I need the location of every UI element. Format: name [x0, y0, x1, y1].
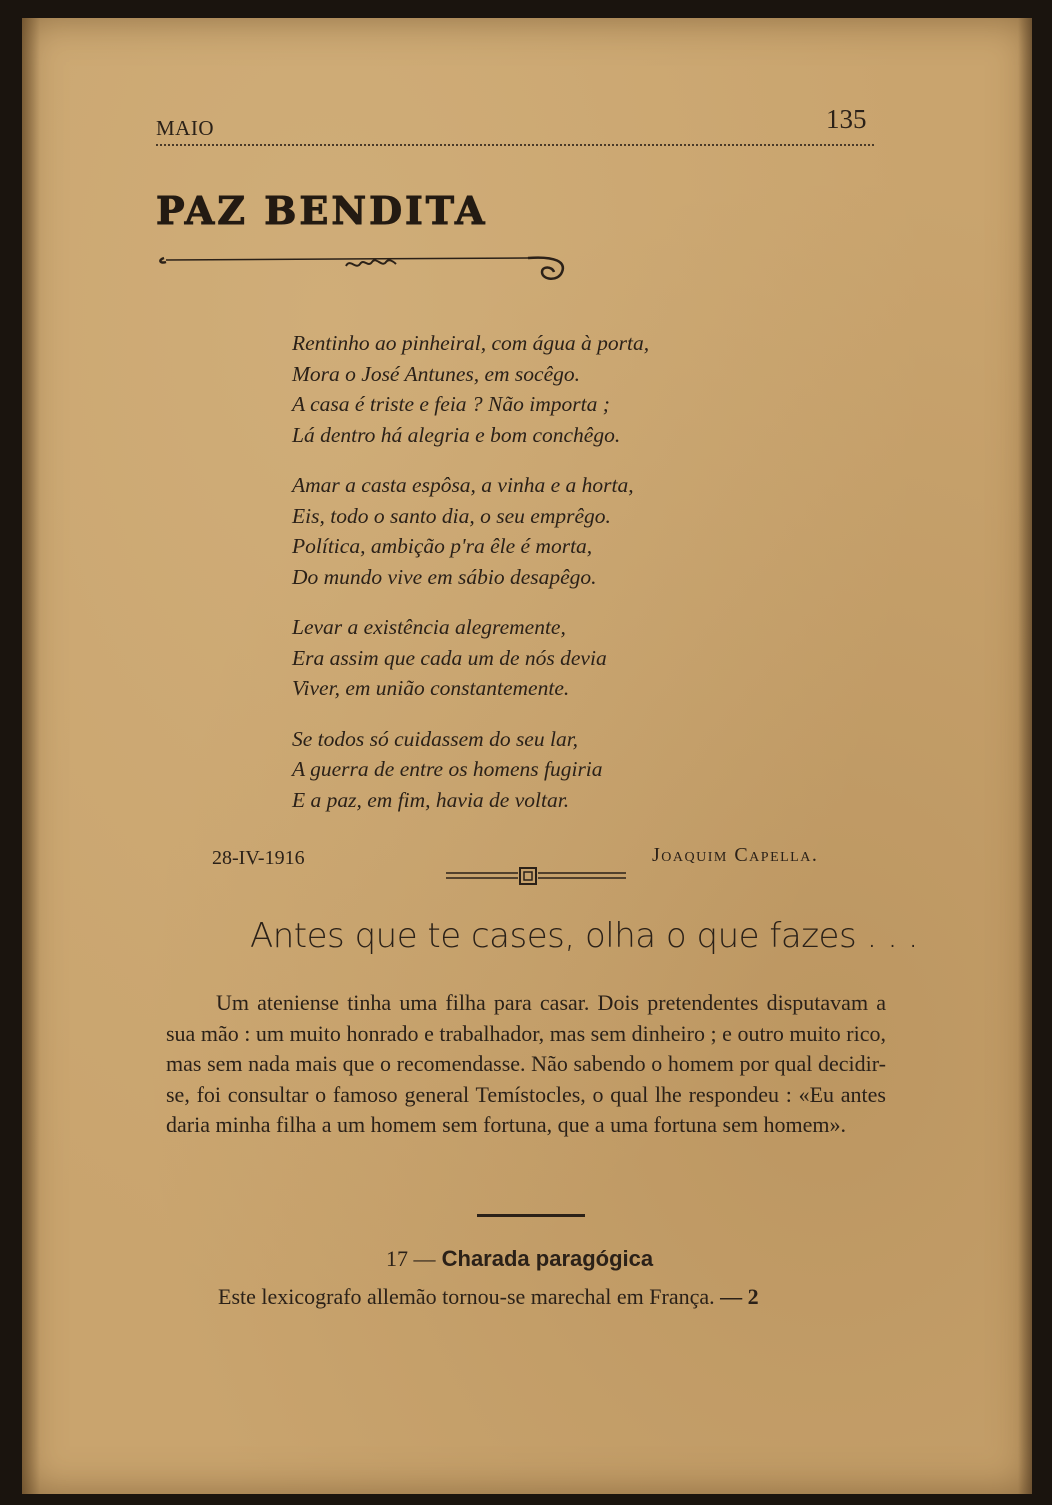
poem-date: 28-IV-1916	[212, 847, 305, 869]
section-divider-ornament	[442, 864, 634, 888]
title-flourish-ornament	[156, 240, 588, 288]
anecdote-heading: Antes que te cases, olha o que fazes . . .	[250, 916, 919, 956]
puzzle-answer-hint: — 2	[720, 1284, 759, 1309]
short-divider-rule	[477, 1214, 585, 1217]
poem-body	[292, 328, 852, 835]
poem-line: Eis, todo o santo dia, o seu emprêgo.	[292, 503, 611, 528]
poem-stanza	[292, 612, 852, 704]
poem-line: Se todos só cuidassem do seu lar,	[292, 726, 579, 751]
puzzle-clue-line	[218, 1284, 759, 1310]
poem-line: Amar a casta espôsa, a vinha e a horta,	[292, 473, 634, 497]
puzzle-heading	[386, 1246, 653, 1272]
puzzle-number: 17 —	[386, 1246, 436, 1271]
poem-author: Joaquim Capella.	[652, 844, 819, 866]
poem-line: Política, ambição p'ra êle é morta,	[292, 534, 593, 558]
page-number: 135	[826, 104, 867, 134]
poem-stanza	[292, 470, 852, 592]
poem-stanza	[292, 724, 852, 816]
poem-line: Lá dentro há alegria e bom conchêgo.	[292, 422, 621, 447]
poem-line: Viver, em união constantemente.	[292, 676, 570, 700]
puzzle-title: Charada paragógica	[441, 1246, 654, 1271]
poem-line: Rentinho ao pinheiral, com água à porta,	[292, 331, 650, 355]
puzzle-clue: Este lexicografo allemão tornou-se marechal em França.	[218, 1284, 715, 1309]
anecdote-body: Um ateniense tinha uma filha para casar. Dois pretendentes disputavam a sua mão : um muito honrado e trabalhador, mas sem dinheiro ; e outro muito rico, mas sem nada mais que o recomendasse. Não sabendo o homem por qual decidir-se, foi consultar o famoso general Temístocles, o qual lhe respondeu : «Eu antes daria minha filha a um homem sem fortuna, que a uma fortuna sem homem».	[166, 990, 886, 1137]
poem-line: Do mundo vive em sábio desapêgo.	[292, 564, 597, 589]
page-spine-shadow	[22, 18, 40, 1494]
running-header-month: MAIO	[156, 116, 214, 140]
page-edge-shadow	[1018, 18, 1032, 1494]
book-page	[22, 18, 1032, 1494]
poem-line: Mora o José Antunes, em socêgo.	[292, 361, 581, 386]
poem-line: E a paz, em fim, havia de voltar.	[292, 787, 570, 812]
poem-line: A casa é triste e feia ? Não importa ;	[292, 392, 610, 416]
poem-line: Levar a existência alegremente,	[292, 615, 566, 639]
poem-line: A guerra de entre os homens fugiria	[292, 757, 603, 781]
poem-stanza	[292, 328, 852, 450]
poem-line: Era assim que cada um de nós devia	[292, 645, 607, 670]
poem-title: PAZ BENDITA	[156, 188, 488, 233]
header-dotted-rule	[156, 144, 874, 146]
